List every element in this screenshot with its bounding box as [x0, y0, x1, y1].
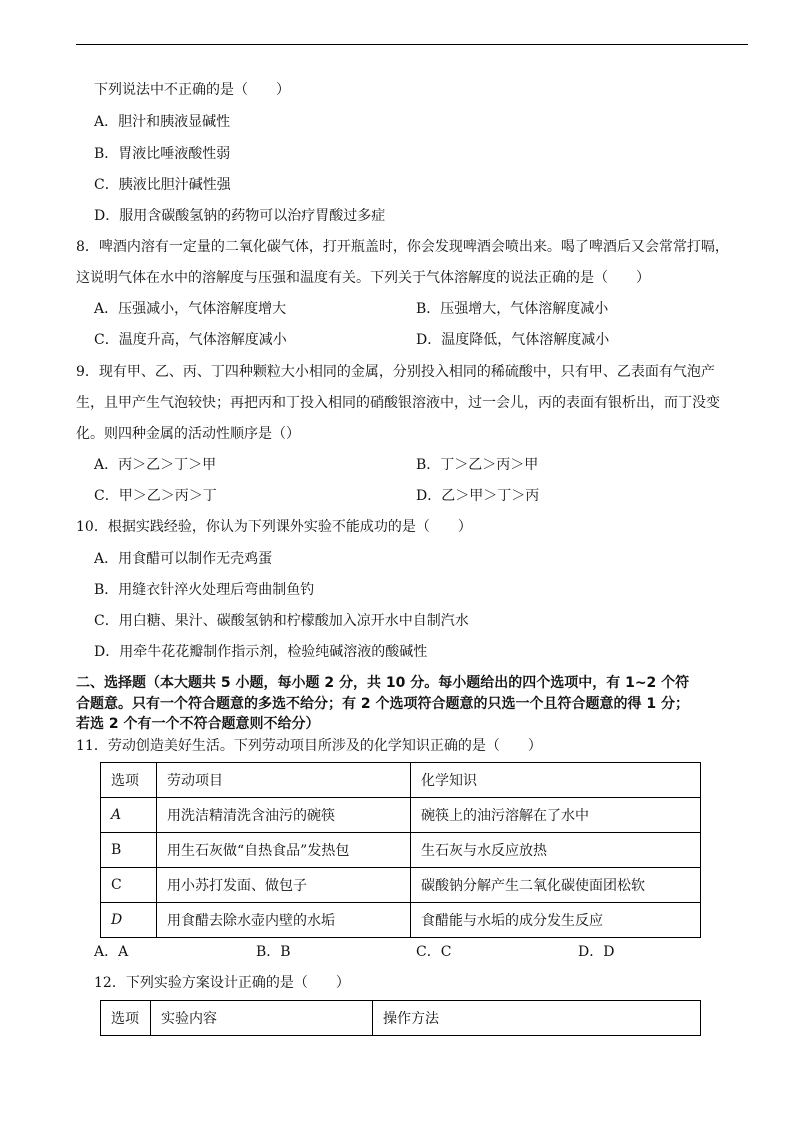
q8-option-a: A．压强减小，气体溶解度增大	[94, 301, 287, 317]
q7-stem: 下列说法中不正确的是（ ）	[94, 82, 290, 98]
table-header-cell: 化学知识	[411, 763, 701, 798]
table-header-row	[101, 763, 701, 798]
q9-stem-line2: 生，且甲产生气泡较快；再把丙和丁投入相同的硝酸银溶液中，过一会儿，丙的表面有银析出，而丁没变	[76, 395, 720, 411]
table-cell: 碳酸钠分解产生二氧化碳使面团松软	[411, 868, 701, 903]
table-header-cell: 劳动项目	[157, 763, 411, 798]
table-cell: D	[101, 903, 157, 938]
q10-stem: 10．根据实践经验，你认为下列课外实验不能成功的是（ ）	[76, 519, 472, 535]
section2-heading-line2: 合题意。只有一个符合题意的多选不给分；有 2 个选项符合题意的只选一个且符合题意的得 1 分；	[76, 696, 689, 712]
table-header-cell: 选项	[101, 763, 157, 798]
q9-option-d: D．乙＞甲＞丁＞丙	[416, 488, 540, 504]
table-cell: 用小苏打发面、做包子	[157, 868, 411, 903]
q9-stem-line3: 化。则四种金属的活动性顺序是（）	[76, 426, 300, 442]
table-header-row	[101, 1001, 701, 1036]
q12-stem: 12．下列实验方案设计正确的是（ ）	[94, 975, 350, 991]
q11-option-c: C．C	[416, 944, 452, 960]
q8-option-b: B．压强增大，气体溶解度减小	[416, 301, 609, 317]
q9-stem-line1: 9．现有甲、乙、丙、丁四种颗粒大小相同的金属，分别投入相同的稀硫酸中，只有甲、乙表面有气泡产	[76, 364, 715, 380]
q11-stem: 11．劳动创造美好生活。下列劳动项目所涉及的化学知识正确的是（ ）	[76, 738, 542, 754]
table-cell: 生石灰与水反应放热	[411, 833, 701, 868]
table-cell: A	[101, 798, 157, 833]
table-header-cell: 选项	[101, 1001, 151, 1036]
q8-option-c: C．温度升高，气体溶解度减小	[94, 332, 287, 348]
table-row	[101, 798, 701, 833]
q9-option-a: A．丙＞乙＞丁＞甲	[94, 457, 217, 473]
q10-option-a: A．用食醋可以制作无壳鸡蛋	[94, 551, 273, 567]
section2-heading-line1: 二、选择题（本大题共 5 小题，每小题 2 分，共 10 分。每小题给出的四个选项中，有 1~2 个符	[76, 675, 690, 691]
q11-option-b: B．B	[256, 944, 291, 960]
q7-option-a: A．胆汁和胰液显碱性	[94, 114, 231, 130]
q12-table	[100, 1000, 701, 1036]
q11-table	[100, 762, 701, 938]
q10-option-d: D．用牵牛花花瓣制作指示剂，检验纯碱溶液的酸碱性	[94, 644, 428, 660]
q7-option-d: D．服用含碳酸氢钠的药物可以治疗胃酸过多症	[94, 208, 386, 224]
table-header-cell: 操作方法	[373, 1001, 701, 1036]
table-row	[101, 903, 701, 938]
q11-option-d: D．D	[578, 944, 615, 960]
table-cell: 用食醋去除水壶内壁的水垢	[157, 903, 411, 938]
table-row	[101, 833, 701, 868]
q10-option-c: C．用白糖、果汁、碳酸氢钠和柠檬酸加入凉开水中自制汽水	[94, 613, 469, 629]
q8-stem-line1: 8．啤酒内溶有一定量的二氧化碳气体，打开瓶盖时，你会发现啤酒会喷出来。喝了啤酒后又会常常打嗝，	[76, 239, 729, 255]
table-header-cell: 实验内容	[151, 1001, 373, 1036]
q9-option-c: C．甲＞乙＞丙＞丁	[94, 488, 217, 504]
table-row	[101, 868, 701, 903]
q10-option-b: B．用缝衣针淬火处理后弯曲制鱼钓	[94, 582, 315, 598]
table-cell: 用生石灰做“自热食品”发热包	[157, 833, 411, 868]
q9-option-b: B．丁＞乙＞丙＞甲	[416, 457, 539, 473]
q8-stem-line2: 这说明气体在水中的溶解度与压强和温度有关。下列关于气体溶解度的说法正确的是（ ）	[76, 270, 650, 286]
table-cell: B	[101, 833, 157, 868]
q11-option-a: A．A	[94, 944, 129, 960]
table-cell: 碗筷上的油污溶解在了水中	[411, 798, 701, 833]
q7-option-b: B．胃液比唾液酸性弱	[94, 146, 231, 162]
table-cell: C	[101, 868, 157, 903]
q7-option-c: C．胰液比胆汁碱性强	[94, 177, 231, 193]
table-cell: 食醋能与水垢的成分发生反应	[411, 903, 701, 938]
q8-option-d: D．温度降低，气体溶解度减小	[416, 332, 610, 348]
header-rule	[76, 44, 748, 45]
section2-heading-line3: 若选 2 个有一个不符合题意则不给分）	[76, 716, 320, 732]
table-cell: 用洗洁精清洗含油污的碗筷	[157, 798, 411, 833]
